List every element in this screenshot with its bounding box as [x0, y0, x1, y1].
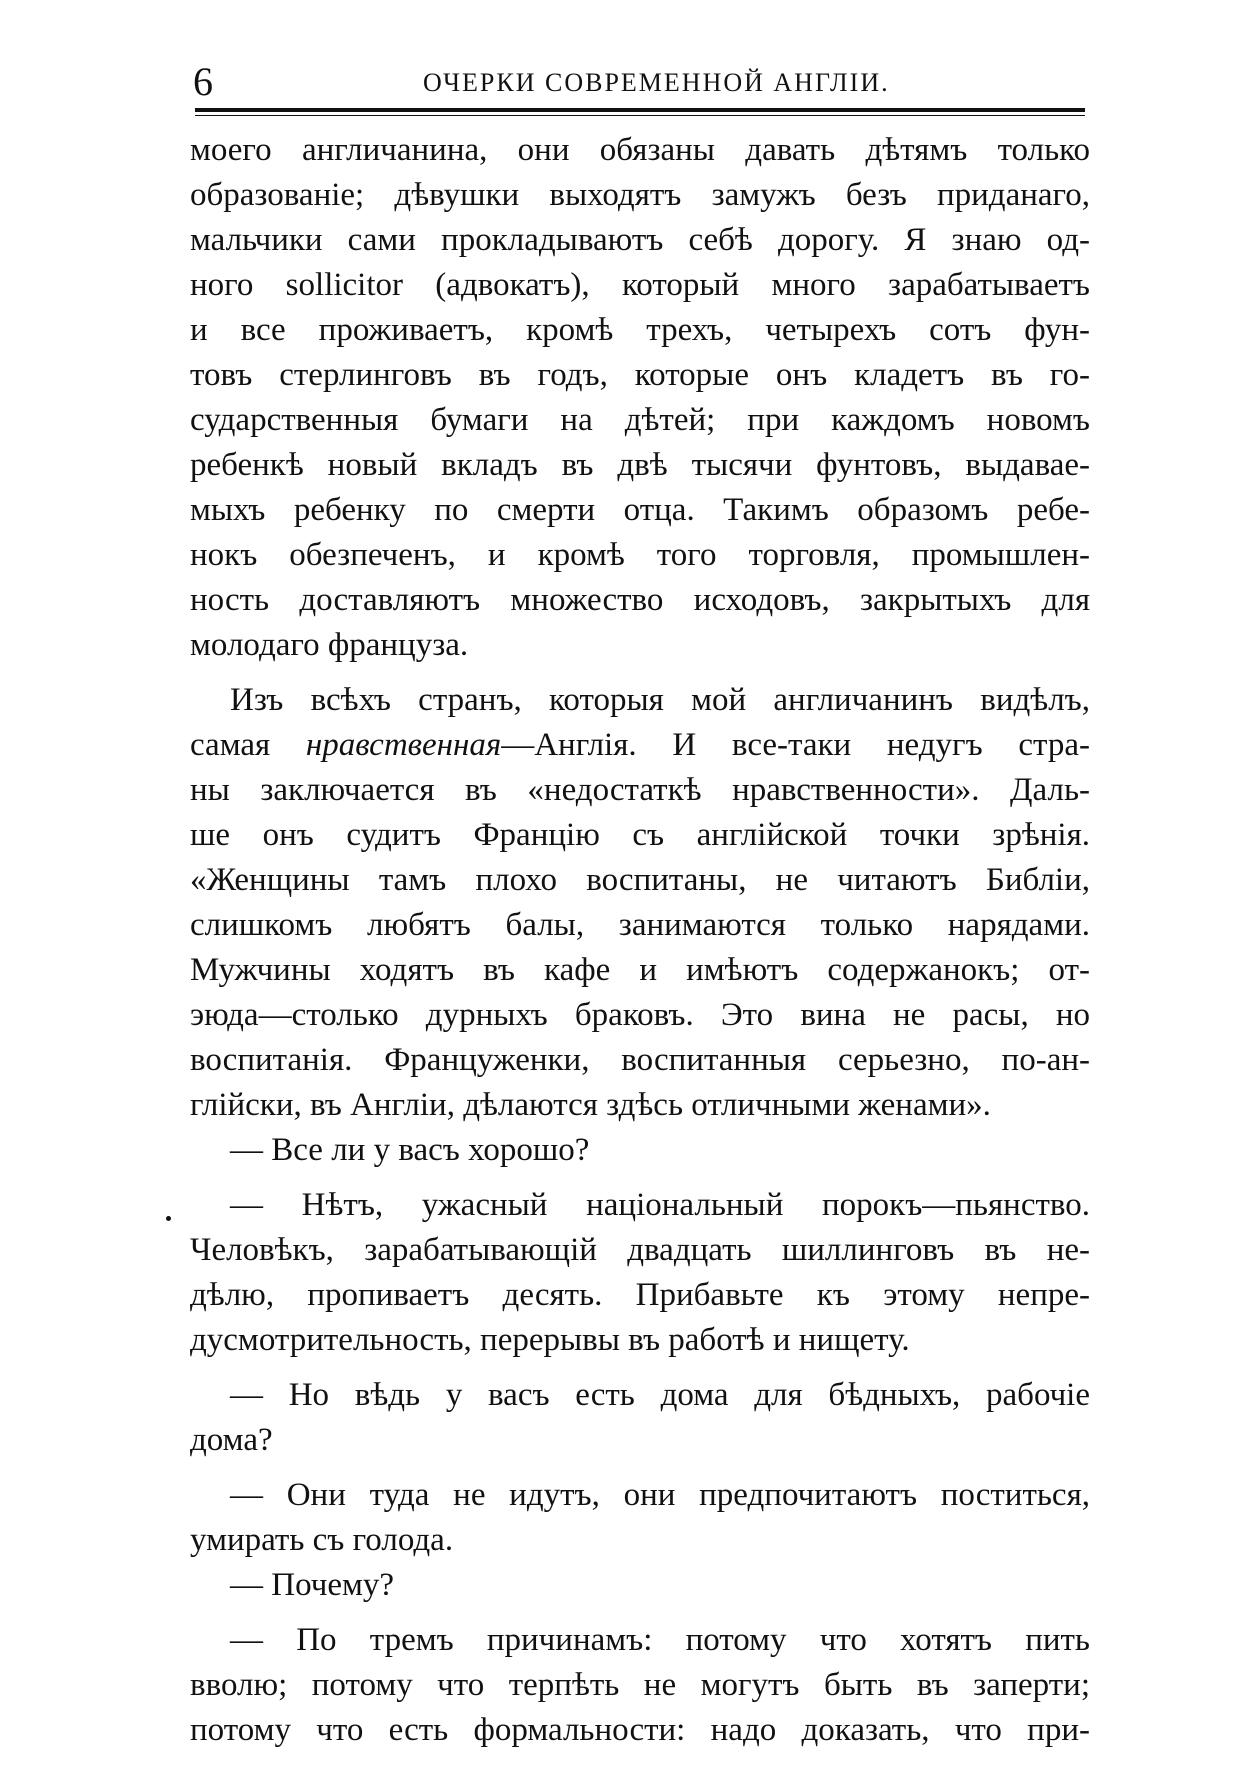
text-line: — Все ли у васъ хорошо? [230, 1132, 590, 1168]
text-line: молодаго француза. [190, 627, 469, 663]
text-line: ребенкѣ новый вкладъ въ двѣ тысячи фунтовъ, выдавае- [190, 447, 1090, 483]
dialogue-6 [190, 1618, 1090, 1753]
text-line: ны заключается въ «недостаткѣ нравственности». Даль- [190, 772, 1090, 808]
text-line: сударственныя бумаги на дѣтей; при каждомъ новомъ [190, 402, 1090, 438]
text-line: мальчики сами прокладываютъ себѣ дорогу. Я знаю од- [190, 222, 1090, 258]
text-line: ность доставляютъ множество исходовъ, закрытыхъ для [190, 582, 1090, 618]
text-line: дусмотрительность, перерывы въ работѣ и нищету. [190, 1322, 910, 1358]
text-line: Изъ всѣхъ странъ, которыя мой англичанинъ видѣлъ, [230, 682, 1090, 718]
text-line: и все проживаетъ, кромѣ трехъ, четырехъ сотъ фун- [190, 312, 1090, 348]
dialogue-3 [190, 1373, 1090, 1463]
text-line: Человѣкъ, зарабатывающiй двадцать шиллинговъ въ не- [190, 1232, 1090, 1268]
dialogue-1 [190, 1128, 1090, 1173]
text-run: самая [190, 727, 306, 763]
text-line: образованiе; дѣвушки выходятъ замужъ безъ приданаго, [190, 177, 1090, 213]
text-line: товъ стерлинговъ въ годъ, которые онъ кладетъ въ го- [190, 357, 1090, 393]
text-line: — Но вѣдь у васъ есть дома для бѣдныхъ, рабочiе [230, 1377, 1090, 1413]
text-line: вволю; потому что терпѣть не могутъ быть въ заперти; [190, 1667, 1090, 1703]
text-line: — Они туда не идутъ, они предпочитаютъ поститься, [230, 1477, 1090, 1513]
paragraph-2 [190, 678, 1090, 1128]
dialogue-4 [190, 1473, 1090, 1563]
text-line: дома? [190, 1422, 273, 1458]
text-line: Мужчины ходятъ въ кафе и имѣютъ содержанокъ; от- [190, 952, 1090, 988]
text-line: — По тремъ причинамъ: потому что хотятъ пить [230, 1622, 1090, 1658]
page-number: 6 [193, 59, 213, 104]
text-line: моего англичанина, они обязаны давать дѣтямъ только [190, 132, 1090, 168]
text-line: мыхъ ребенку по смерти отца. Такимъ образомъ ребе- [190, 492, 1090, 528]
text-line: — Нѣтъ, ужасный нацiональный порокъ—пьянство. [230, 1187, 1090, 1223]
text-line: нокъ обезпеченъ, и кромѣ того торговля, промышлен- [190, 537, 1090, 573]
text-line: умирать съ голода. [190, 1522, 454, 1558]
header-rule-thick [195, 108, 1085, 112]
text-line: «Женщины тамъ плохо воспитаны, не читаютъ Библiи, [190, 862, 1090, 898]
text-line [190, 723, 1090, 768]
text-line: глiйски, въ Англiи, дѣлаются здѣсь отличными женами». [190, 1087, 991, 1123]
text-line: потому что есть формальности: надо доказать, что при- [190, 1712, 1090, 1748]
dialogue-5 [190, 1563, 1090, 1608]
paragraph-1 [190, 128, 1090, 668]
margin-mark [166, 1216, 171, 1221]
running-title: ОЧЕРКИ СОВРЕМЕННОЙ АНГЛIИ. [423, 68, 890, 97]
italic-emphasis: нравственная [305, 727, 502, 763]
page-header [193, 56, 1085, 108]
dialogue-2 [190, 1183, 1090, 1363]
text-run: —Англiя. И все-таки недугъ стра- [501, 727, 1090, 763]
text-line: дѣлю, пропиваетъ десять. Прибавьте къ этому непре- [190, 1277, 1090, 1313]
text-line: воспитанiя. Француженки, воспитанныя серьезно, по-ан- [190, 1042, 1090, 1078]
text-line: эюда—столько дурныхъ браковъ. Это вина не расы, но [190, 997, 1090, 1033]
body-text [190, 128, 1090, 1753]
text-line: — Почему? [230, 1567, 395, 1603]
text-line: ше онъ судитъ Францiю съ англiйской точки зрѣнiя. [190, 817, 1090, 853]
header-rule-thin [195, 115, 1085, 116]
text-line: ного sollicitor (адвокатъ), который много зарабатываетъ [190, 267, 1090, 303]
text-line: слишкомъ любятъ балы, занимаются только нарядами. [190, 907, 1090, 943]
